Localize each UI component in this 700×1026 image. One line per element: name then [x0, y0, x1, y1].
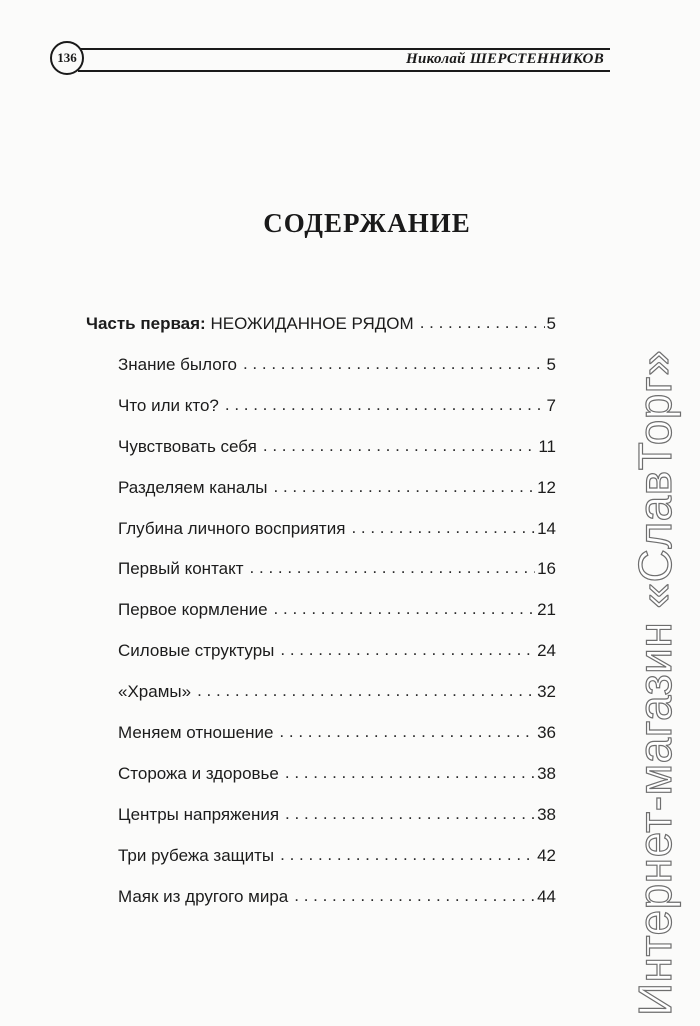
toc-entry: [118, 559, 556, 589]
toc-entry-page: 5: [546, 355, 556, 374]
toc-entry: [118, 396, 556, 426]
toc-entry: [118, 682, 556, 712]
toc-entry-page: 38: [537, 764, 556, 783]
dot-leader: [274, 599, 536, 619]
page-number-badge: [50, 41, 84, 75]
toc-entry-page: 36: [537, 723, 556, 742]
toc-entry-title: Центры напряжения: [118, 805, 280, 824]
toc-entry-title: Маяк из другого мира: [118, 887, 289, 906]
toc-entry-title: Что или кто?: [118, 396, 219, 415]
toc-entry-title: Первое кормление: [118, 600, 268, 619]
dot-leader: [250, 558, 536, 578]
toc-entry-title: Силовые структуры: [118, 641, 275, 660]
header-rule-top: [78, 48, 610, 50]
toc-entry-title: «Храмы»: [118, 682, 192, 701]
dot-leader: [243, 354, 545, 374]
toc-entry-title: Меняем отношение: [118, 723, 274, 742]
toc-entry-page: 38: [537, 805, 556, 824]
running-header: [48, 40, 610, 78]
toc-entry: [118, 437, 556, 467]
toc-entry-page: 7: [546, 396, 556, 415]
toc-entry-title: Разделяем каналы: [118, 478, 268, 497]
toc-entry: [118, 519, 556, 549]
part-number-label: Часть первая:: [86, 314, 206, 333]
dot-leader: [285, 804, 535, 824]
toc-entry-page: 32: [537, 682, 556, 701]
toc-entry-title: Три рубежа защиты: [118, 846, 275, 865]
toc-entry-page: 11: [538, 437, 556, 456]
toc-part-row: [86, 314, 556, 344]
toc-entry-page: 12: [537, 478, 556, 497]
dot-leader: [285, 763, 535, 783]
toc-entry-page: 24: [537, 641, 556, 660]
author-running-title: Николай ШЕРСТЕННИКОВ: [406, 51, 604, 67]
toc-entry: [118, 355, 556, 385]
dot-leader: [197, 681, 535, 701]
toc-part-label: [86, 314, 414, 334]
toc-entry: [118, 846, 556, 876]
toc-entry-page: 44: [537, 887, 556, 906]
toc-entry-title: Глубина личного восприятия: [118, 519, 346, 538]
dot-leader: [420, 313, 545, 333]
toc-entry: [118, 600, 556, 630]
toc-entry: [118, 887, 556, 917]
toc-entry: [118, 641, 556, 671]
dot-leader: [294, 886, 535, 906]
page-title: СОДЕРЖАНИЕ: [263, 208, 471, 238]
toc-entry-page: 14: [537, 519, 556, 538]
dot-leader: [351, 518, 535, 538]
toc-entry: [118, 478, 556, 508]
page-number: 136: [57, 50, 77, 65]
toc-entry-page: 42: [537, 846, 556, 865]
toc-entry-title: Сторожа и здоровье: [118, 764, 279, 783]
toc-entry: [118, 764, 556, 794]
toc-entry: [118, 805, 556, 835]
toc-entry-title: Чувствовать себя: [118, 437, 257, 456]
toc-part-page: 5: [546, 314, 556, 333]
dot-leader: [263, 436, 536, 456]
dot-leader: [225, 395, 545, 415]
toc-entry-title: Знание былого: [118, 355, 237, 374]
toc-entry-page: 21: [537, 600, 556, 619]
toc-entry-title: Первый контакт: [118, 559, 244, 578]
dot-leader: [280, 640, 535, 660]
dot-leader: [274, 477, 536, 497]
dot-leader: [280, 845, 535, 865]
header-rule-bottom: [78, 70, 610, 72]
part-name: НЕОЖИДАННОЕ РЯДОМ: [210, 314, 414, 333]
dot-leader: [279, 722, 535, 742]
toc-entry: [118, 723, 556, 753]
toc-entry-page: 16: [537, 559, 556, 578]
store-watermark: Интернет-магазин «СлавТорг»: [629, 349, 681, 1016]
